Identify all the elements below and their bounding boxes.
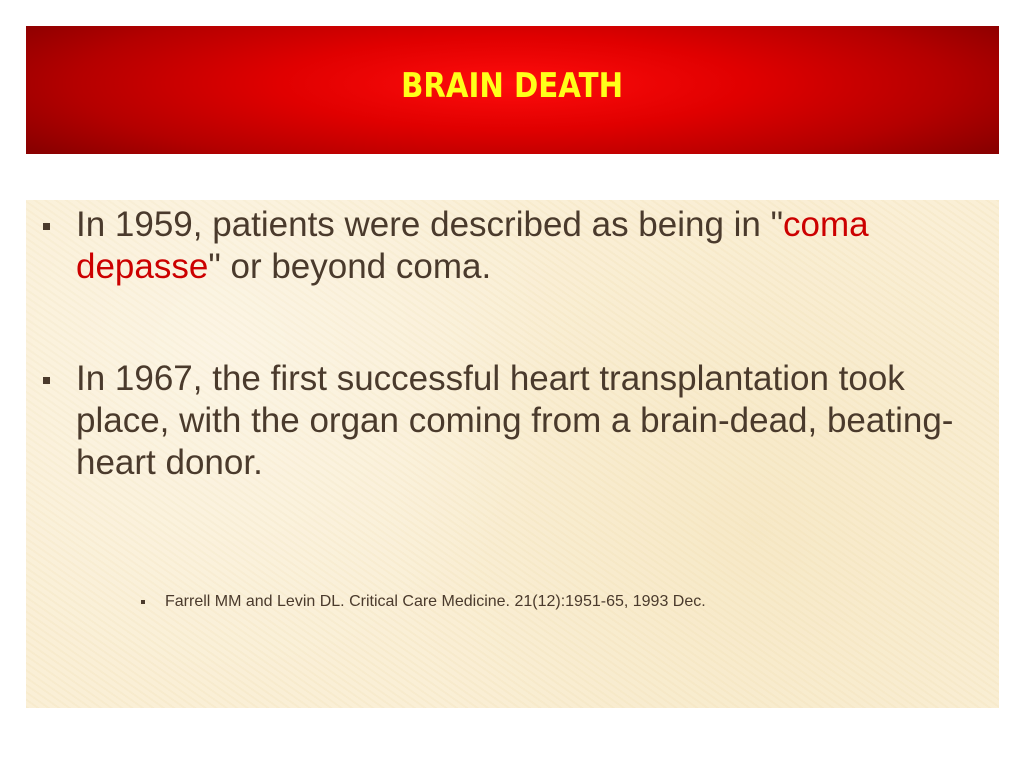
bullet-text-pre: In 1959, patients were described as being in ": [76, 205, 784, 244]
bullet-item: [76, 358, 976, 484]
content-area: [26, 200, 999, 708]
bullet-highlight: coma depasse: [76, 205, 869, 286]
reference-text: Farrell MM and Levin DL. Critical Care Medicine. 21(12):1951-65, 1993 Dec.: [165, 593, 706, 610]
title-bar: [26, 26, 999, 154]
bullet-item: [76, 204, 976, 288]
slide-title: BRAIN DEATH: [401, 66, 624, 106]
bullet-text-post: " or beyond coma.: [208, 247, 492, 286]
bullet-marker-icon: [141, 600, 145, 604]
reference-item: [165, 592, 965, 612]
bullet-marker-icon: [43, 377, 50, 384]
bullet-marker-icon: [43, 223, 50, 230]
bullet-text: In 1967, the first successful heart transplantation took place, with the organ coming from a brain-dead, beating-heart donor.: [76, 359, 954, 482]
